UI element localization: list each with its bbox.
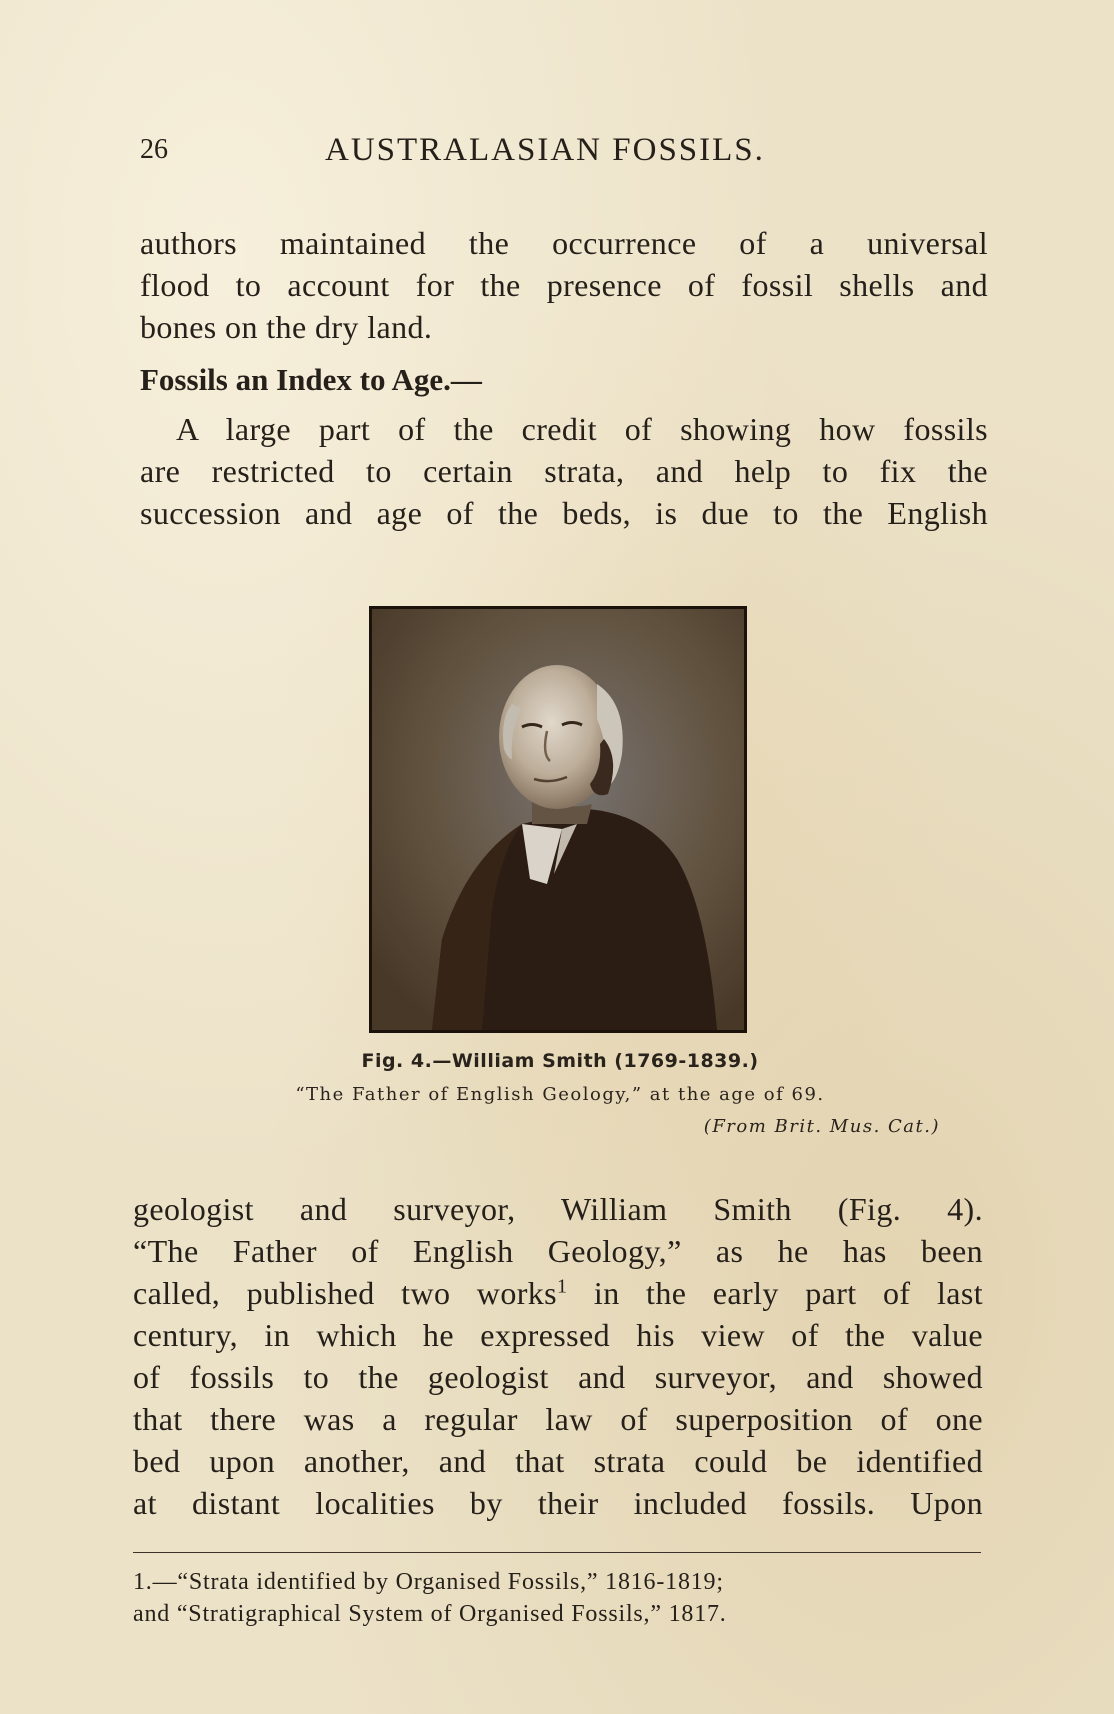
text-line: of fossils to the geologist and surveyor, and showed xyxy=(133,1359,983,1395)
footnote-line: and “Stratigraphical System of Organised Fossils,” 1817. xyxy=(133,1601,727,1627)
footnote-divider xyxy=(133,1552,981,1553)
bottom-paragraph xyxy=(133,1188,983,1524)
footnote-line: 1.—“Strata identified by Organised Fossils,” 1816-1819; xyxy=(133,1569,724,1595)
text-line: are restricted to certain strata, and help to fix the xyxy=(140,453,988,489)
portrait-figure xyxy=(369,606,747,1033)
text-line: succession and age of the beds, is due to the English xyxy=(140,495,988,531)
text-line: flood to account for the presence of fossil shells and xyxy=(140,267,988,303)
text-line: “The Father of English Geology,” as he has been xyxy=(133,1233,983,1269)
figure-caption-title: Fig. 4.—William Smith (1769-1839.) xyxy=(361,1050,759,1072)
portrait-illustration xyxy=(372,609,744,1030)
text-line: bones on the dry land. xyxy=(140,309,433,345)
text-fragment: in the early part of last xyxy=(567,1275,983,1311)
text-line: at distant localities by their included fossils. Upon xyxy=(133,1485,983,1521)
text-line: bed upon another, and that strata could be identified xyxy=(133,1443,983,1479)
running-header xyxy=(140,128,980,172)
figure-caption-subtitle: “The Father of English Geology,” at the age of 69. xyxy=(295,1084,825,1105)
section-heading: Fossils an Index to Age.— xyxy=(140,362,482,397)
text-fragment: called, published two works xyxy=(133,1275,558,1311)
running-title: AUSTRALASIAN FOSSILS. xyxy=(325,132,765,168)
top-paragraph xyxy=(140,222,988,348)
text-line: century, in which he expressed his view of the value xyxy=(133,1317,983,1353)
text-line-with-footnote xyxy=(133,1272,983,1314)
text-line: A large part of the credit of showing how fossils xyxy=(176,411,988,447)
footnote-marker[interactable]: 1 xyxy=(557,1275,568,1298)
page-number: 26 xyxy=(140,134,168,165)
section-paragraph xyxy=(140,408,988,534)
text-line: authors maintained the occurrence of a universal xyxy=(140,225,988,261)
footnote xyxy=(133,1566,981,1630)
text-line: geologist and surveyor, William Smith (Fig. 4). xyxy=(133,1191,983,1227)
figure-caption-source: (From Brit. Mus. Cat.) xyxy=(703,1116,940,1137)
text-line: that there was a regular law of superposition of one xyxy=(133,1401,983,1437)
